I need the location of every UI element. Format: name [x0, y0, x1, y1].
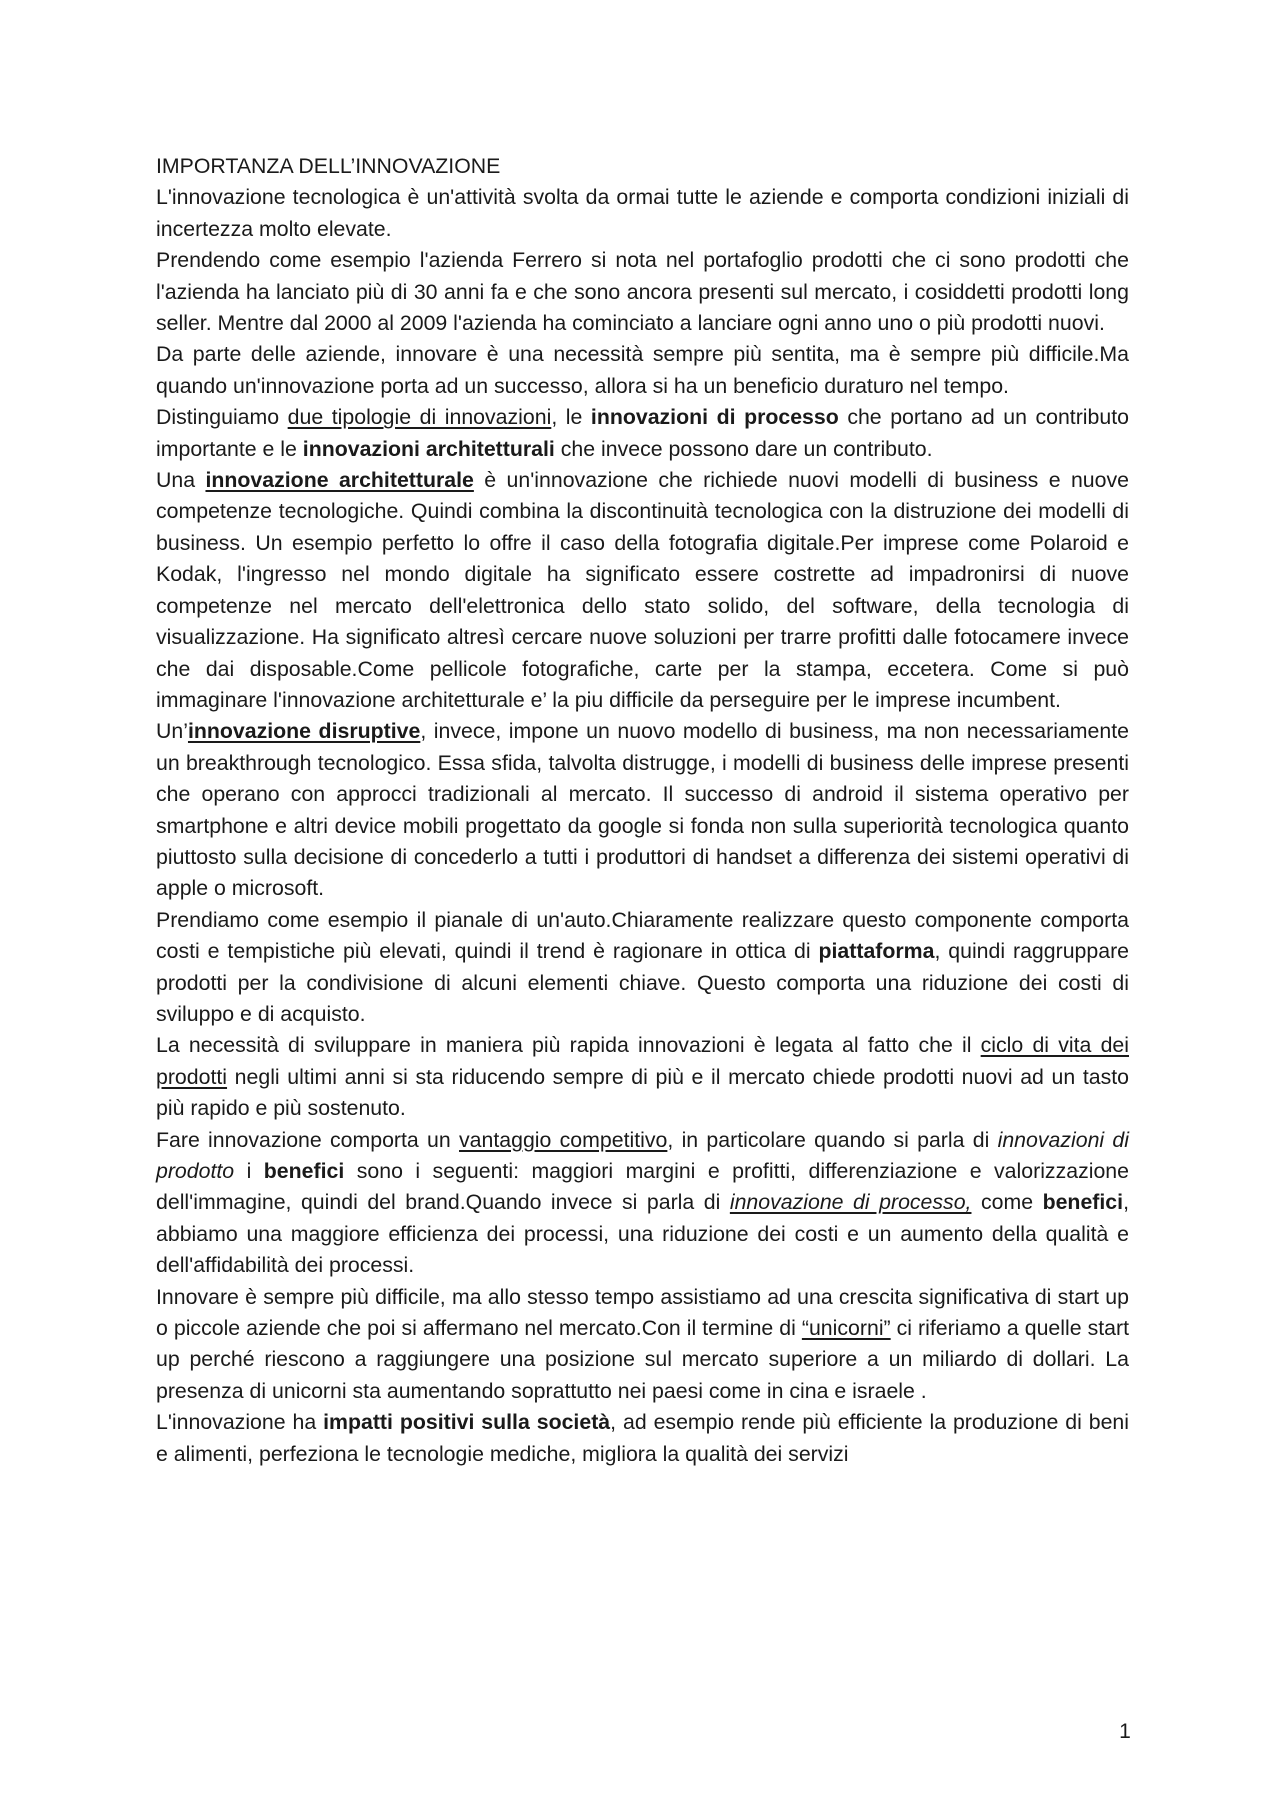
paragraph: [156, 716, 1129, 904]
paragraph: [156, 905, 1129, 1031]
text-run: , le: [551, 405, 591, 430]
text-run: i: [234, 1159, 264, 1183]
text-run: , abbiamo una maggiore efficienza dei processi, una riduzione dei costi e un aumento della qualità e dell'affidabilità dei processi.: [156, 1190, 1129, 1278]
formatted-text: ciclo di vita dei prodotti: [156, 1033, 1129, 1089]
formatted-text: benefici: [263, 1159, 345, 1183]
paragraph: [156, 1030, 1129, 1124]
text-run: che portano ad un contributo importante e le: [156, 405, 1129, 461]
formatted-text: innovazioni di prodotto: [156, 1127, 1129, 1183]
paragraph: [156, 339, 1129, 402]
text-run: , quindi raggruppare prodotti per la condivisione di alcuni elementi chiave. Questo comporta una riduzione dei costi di sviluppo e di acquisto.: [156, 939, 1130, 1026]
text-run: , in particolare quando si parla di: [667, 1127, 998, 1152]
text-run: Distinguiamo: [156, 405, 288, 430]
text-run: Da parte delle aziende, innovare è una necessità sempre più sentita, ma è sempre più difficile.Ma quando un'innovazione porta ad un successo, allora si ha un beneficio duraturo nel tempo.: [156, 342, 1129, 398]
formatted-text: due tipologie di innovazioni: [287, 405, 552, 430]
formatted-text: innovazioni di processo: [590, 405, 839, 430]
text-run: L'innovazione ha: [156, 1410, 324, 1435]
page-number: 1: [1119, 1720, 1131, 1743]
text-run: è un'innovazione che richiede nuovi modelli di business e nuove competenze tecnologiche. Quindi combina la discontinuità tecnologica con la distruzione dei modelli di business. Un esempio perfetto lo offre il caso della fotografia digitale.Per imprese come Polaroid e Kodak, l'ingresso nel mondo digitale ha significato essere costrette ad impadronirsi di nuove competenze nel mercato dell'elettronica dello stato solido, del software, della tecnologia di visualizzazione. Ha significato altresì cercare nuove soluzioni per trarre profitti dalle fotocamere invece che dai disposable.Come pellicole fotografiche, carte per la stampa, eccetera. Come si può immaginare l'innovazione architetturale e’ la piu difficile da perseguire per le imprese incumbent.: [156, 468, 1129, 712]
paragraph: [156, 182, 1129, 245]
formatted-text: “unicorni”: [801, 1316, 891, 1341]
text-run: Innovare è sempre più difficile, ma allo stesso tempo assistiamo ad una crescita significativa di start up o piccole aziende che poi si affermano nel mercato.Con il termine di: [156, 1284, 1129, 1341]
formatted-text: innovazione architetturale: [205, 468, 474, 493]
formatted-text: innovazione di processo,: [729, 1190, 972, 1215]
formatted-text: innovazione disruptive: [187, 719, 421, 744]
text-run: Una: [156, 468, 206, 493]
text-run: L'innovazione tecnologica è un'attività svolta da ormai tutte le aziende e comporta condizioni iniziali di incertezza molto elevate.: [156, 185, 1129, 241]
formatted-text: impatti positivi sulla società: [323, 1410, 611, 1435]
paragraph: [156, 1282, 1129, 1408]
text-run: Fare innovazione comporta un: [156, 1127, 460, 1152]
text-run: Prendiamo come esempio il pianale di un'auto.Chiaramente realizzare questo componente comporta costi e tempistiche più elevati, quindi il trend è ragionare in ottica di: [156, 907, 1129, 964]
text-run: Prendendo come esempio l'azienda Ferrero si nota nel portafoglio prodotti che ci sono prodotti che l'azienda ha lanciato più di 30 anni fa e che sono ancora presenti sul mercato, i cosiddetti prodotti long seller. Mentre dal 2000 al 2009 l'azienda ha cominciato a lanciare ogni anno uno o più prodotti nuovi.: [156, 248, 1129, 336]
text-run: La necessità di sviluppare in maniera più rapida innovazioni è legata al fatto che il: [156, 1033, 981, 1058]
document-title: IMPORTANZA DELL’INNOVAZIONE: [156, 154, 501, 178]
text-run: negli ultimi anni si sta riducendo sempre di più e il mercato chiede prodotti nuovi ad un tasto più rapido e più sostenuto.: [156, 1064, 1129, 1121]
text-run: , invece, impone un nuovo modello di business, ma non necessariamente un breakthrough tecnologico. Essa sfida, talvolta distrugge, i modelli di business delle imprese presenti che operano con approcci tradizionali al mercato. Il successo di android il sistema operativo per smartphone e altri device mobili progettato da google si fonda non sulla superiorità tecnologica quanto piuttosto sulla decisione di concederlo a tutti i produttori di handset a differenza dei sistemi operativi di apple o microsoft.: [156, 719, 1129, 901]
text-run: , ad esempio rende più efficiente la produzione di beni e alimenti, perfeziona le tecnologie mediche, migliora la qualità dei servizi: [156, 1410, 1129, 1466]
text-run: sono i seguenti: maggiori margini e profitti, differenziazione e valorizzazione dell'immagine, quindi del brand.Quando invece si parla di: [156, 1159, 1129, 1215]
formatted-text: piattaforma: [818, 939, 935, 964]
paragraph: [156, 245, 1129, 339]
formatted-text: vantaggio competitivo: [459, 1127, 668, 1152]
paragraph: [156, 402, 1129, 465]
paragraph: [156, 1407, 1129, 1470]
formatted-text: innovazioni architetturali: [302, 436, 555, 461]
text-run: che invece possono dare un contributo.: [554, 436, 933, 461]
text-run: ci riferiamo a quelle start up perché riescono a raggiungere una posizione sul mercato superiore a un miliardo di dollari. La presenza di unicorni sta aumentando soprattutto nei paesi come in cina e israele .: [156, 1316, 1130, 1403]
document-body: [156, 151, 1129, 1470]
paragraph: [156, 1125, 1129, 1282]
formatted-text: benefici: [1042, 1190, 1124, 1215]
text-run: Un’: [156, 719, 188, 744]
text-run: come: [971, 1190, 1043, 1215]
paragraph: [156, 465, 1129, 716]
